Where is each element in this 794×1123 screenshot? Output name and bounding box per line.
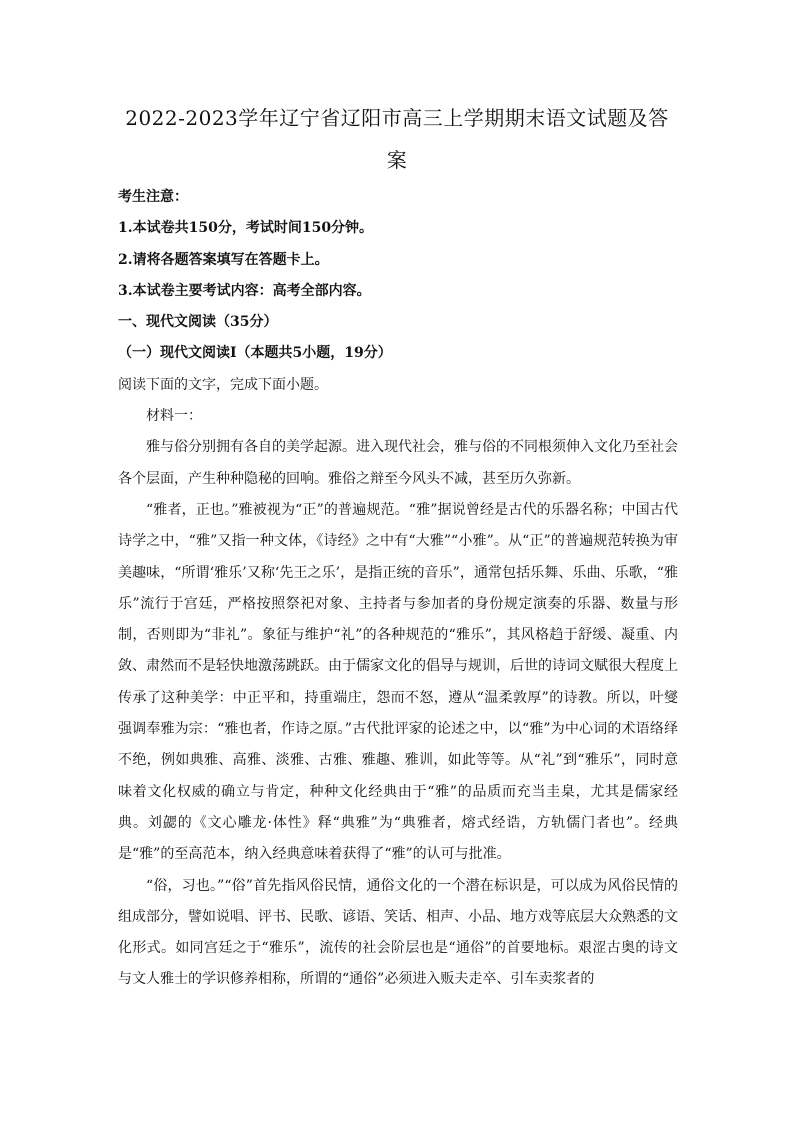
body-paragraph: “俗，习也。”“俗”首先指风俗民情，通俗文化的一个潜在标识是，可以成为风俗民情的组成部分，譬如说唱、评书、民歌、谚语、笑话、相声、小品、地方戏等底层大众熟悉的文化形式。如同宫廷之于“雅乐”，流传的社会阶层也是“通俗”的首要地标。艰涩古奥的诗文与文人雅士的学识修养相称，所谓的“通俗”必须进入贩夫走卒、引车卖浆者的 bbox=[118, 877, 678, 988]
notice-heading: 考生注意： bbox=[118, 189, 188, 205]
title-line-2: 案 bbox=[386, 148, 408, 172]
body-paragraph: 雅与俗分别拥有各自的美学起源。进入现代社会，雅与俗的不同根须伸入文化乃至社会各个层面，产生种种隐秘的回响。雅俗之辩至今风头不减，甚至历久弥新。 bbox=[118, 439, 678, 487]
notice-item: 3.本试卷主要考试内容：高考全部内容。 bbox=[118, 282, 371, 299]
reading-instruction: 阅读下面的文字，完成下面小题。 bbox=[118, 376, 328, 393]
material-label: 材料一： bbox=[146, 408, 202, 425]
document-title bbox=[118, 97, 676, 181]
section-heading: 一、现代文阅读（35分） bbox=[118, 314, 278, 331]
title-line-1: 2022-2023学年辽宁省辽阳市高三上学期期末语文试题及答 bbox=[125, 106, 669, 130]
notice-item: 1.本试卷共150分，考试时间150分钟。 bbox=[118, 220, 374, 237]
document-body bbox=[118, 182, 678, 996]
notice-item: 2.请将各题答案填写在答题卡上。 bbox=[118, 251, 329, 268]
body-paragraph: “雅者，正也。”雅被视为“正”的普遍规范。“雅”据说曾经是古代的乐器名称；中国古代诗学之中，“雅”又指一种文体，《诗经》之中有“大雅”“小雅”。从“正”的普遍规范转换为审美趣味，“所谓‘雅乐’又称‘先王之乐’，是指正统的音乐”，通常包括乐舞、乐曲、乐歌，“雅乐”流行于宫廷，严格按照祭祀对象、主持者与参加者的身份规定演奏的乐器、数量与形制，否则即为“非礼”。象征与维护“礼”的各种规范的“雅乐”，其风格趋于舒缓、凝重、内敛、肃然而不是轻快地激荡跳跃。由于儒家文化的倡导与规训，后世的诗词文赋很大程度上传承了这种美学：中正平和，持重端庄，怨而不怒，遵从“温柔敦厚”的诗教。所以，叶燮强调奉雅为宗：“雅也者，作诗之原。”古代批评家的论述之中，以“雅”为中心词的术语络绎不绝，例如典雅、高雅、淡雅、古雅、雅趣、雅训，如此等等。从“礼”到“雅乐”，同时意味着文化权威的确立与肯定，种种文化经典由于“雅”的品质而充当圭臬，尤其是儒家经典。刘勰的《文心雕龙·体性》释“典雅”为“典雅者，熔式经诰，方轨儒门者也”。经典是“雅”的至高范本，纳入经典意味着获得了“雅”的认可与批准。 bbox=[118, 501, 678, 863]
subsection-heading: （一）现代文阅读Ⅰ（本题共5小题，19分） bbox=[118, 345, 392, 362]
